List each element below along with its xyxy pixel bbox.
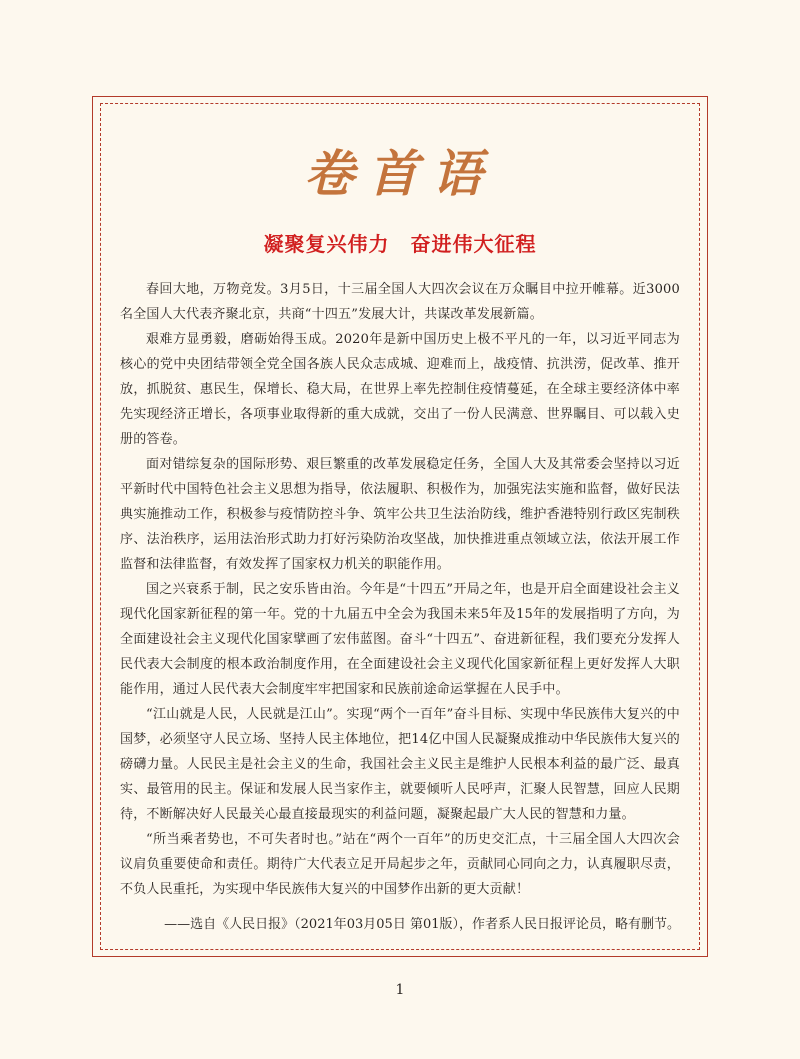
paragraph: “所当乘者势也，不可失者时也。”站在“两个一百年”的历史交汇点，十三届全国人大四次会议肩负重要使命和责任。期待广大代表立足开局起步之年，贡献同心同向之力，认真履职尽责，不负人民重托，为实现中华民族伟大复兴的中国梦作出新的更大贡献！	[120, 832, 680, 897]
paragraph: 面对错综复杂的国际形势、艰巨繁重的改革发展稳定任务，全国人大及其常委会坚持以习近平新时代中国特色社会主义思想为指导，依法履职、积极作为，加强宪法实施和监督，做好民法典实施推动工作，积极参与疫情防控斗争、筑牢公共卫生法治防线，维护香港特别行政区宪制秩序、法治秩序，运用法治形式助力打好污染防治攻坚战，加快推进重点领域立法，依法开展工作监督和法律监督，有效发挥了国家权力机关的职能作用。	[120, 457, 680, 572]
paragraph: 春回大地，万物竞发。3月5日，十三届全国人大四次会议在万众瞩目中拉开帷幕。近3000名全国人大代表齐聚北京，共商“十四五”发展大计，共谋改革发展新篇。	[120, 282, 680, 322]
paragraph: 艰难方显勇毅，磨砺始得玉成。2020年是新中国历史上极不平凡的一年，以习近平同志为核心的党中央团结带领全党全国各族人民众志成城、迎难而上，战疫情、抗洪涝，促改革、推开放，抓脱贫、惠民生，保增长、稳大局，在世界上率先控制住疫情蔓延，在全球主要经济体中率先实现经济正增长，各项事业取得新的重大成就，交出了一份人民满意、世界瞩目、可以载入史册的答卷。	[120, 332, 680, 447]
page-heading: 卷首语	[304, 144, 496, 203]
paragraph: 国之兴衰系于制，民之安乐皆由治。今年是“十四五”开局之年，也是开启全面建设社会主义现代化国家新征程的第一年。党的十九届五中全会为我国未来5年及15年的发展指明了方向，为全面建设社会主义现代化国家擘画了宏伟蓝图。奋斗“十四五”、奋进新征程，我们要充分发挥人民代表大会制度的根本政治制度作用，在全面建设社会主义现代化国家新征程上更好发挥人大职能作用，通过人民代表大会制度牢牢把国家和民族前途命运掌握在人民手中。	[120, 582, 680, 697]
article-title: 凝聚复兴伟力 奋进伟大征程	[263, 232, 537, 256]
source-citation: ——选自《人民日报》（2021年03月05日 第01版），作者系人民日报评论员，略有删节。	[164, 917, 680, 932]
paragraph: “江山就是人民，人民就是江山”。实现“两个一百年”奋斗目标、实现中华民族伟大复兴的中国梦，必须坚守人民立场、坚持人民主体地位，把14亿中国人民凝聚成推动中华民族伟大复兴的磅礴力量。人民民主是社会主义的生命，我国社会主义民主是维护人民根本利益的最广泛、最真实、最管用的民主。保证和发展人民当家作主，就要倾听人民呼声，汇聚人民智慧，回应人民期待，不断解决好人民最关心最直接最现实的利益问题，凝聚起最广大人民的智慧和力量。	[120, 707, 680, 822]
article-body	[120, 277, 680, 902]
page-number: 1	[395, 982, 405, 998]
article	[120, 110, 680, 940]
